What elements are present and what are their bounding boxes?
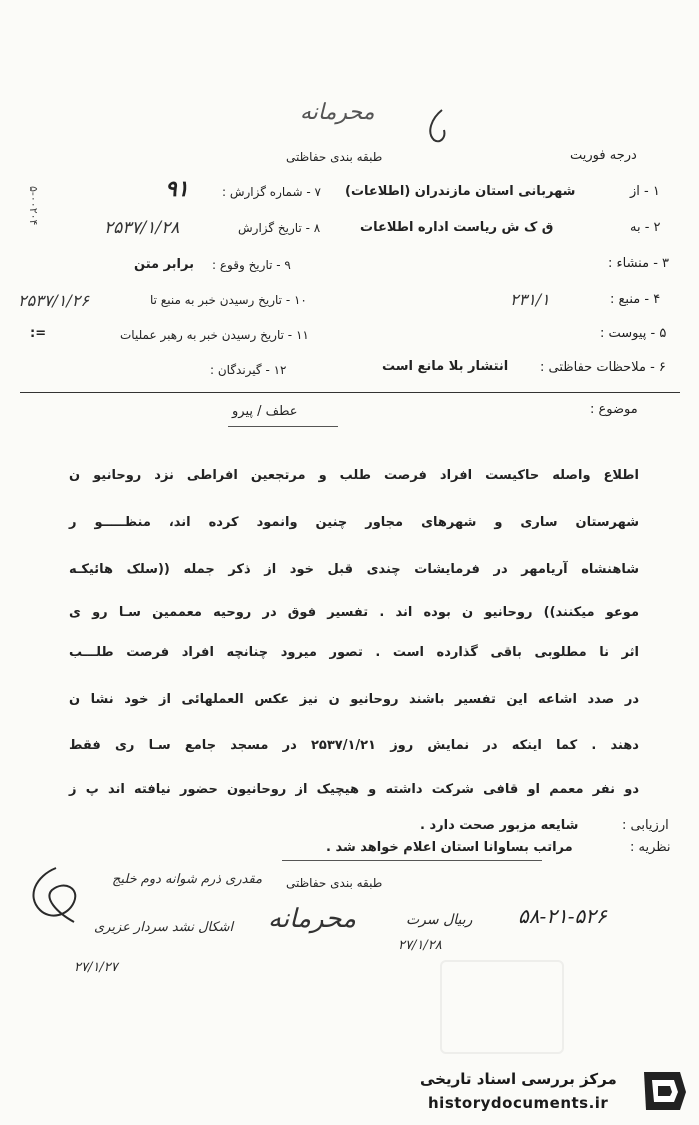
security-notes-label: ۶ - ملاحظات حفاظتی :: [540, 360, 666, 375]
side-margin-note: ۵-۰۰۲۰۴: [27, 186, 40, 226]
security-notes-value: انتشار بلا مانع است: [382, 359, 509, 374]
body-line: اثر نا مطلوبی باقی گذارده است . تصور میرود چنانچه افراد فرصت طلـــب: [69, 645, 639, 660]
watermark-site-url: historydocuments.ir: [428, 1094, 609, 1112]
from-value: شهربانی استان مازندران (اطلاعات): [345, 184, 576, 199]
source-value: ۲۳۱/۱: [510, 290, 550, 309]
occurrence-date-label: ۹ - تاریخ وقوع :: [212, 258, 291, 272]
signature-date: ۲۷/۱/۲۸: [398, 938, 442, 953]
header-divider: [20, 392, 680, 393]
opinion-value: مراتب بساوانا استان اعلام خواهد شد .: [326, 840, 573, 855]
archive-number: ۵۸-۲۱-۵۲۶: [518, 904, 607, 928]
leader-receipt-value: :=: [30, 326, 47, 341]
opinion-label: نظریه :: [630, 840, 671, 855]
report-number-label: ۷ - شماره گزارش :: [222, 185, 321, 199]
handwritten-note-2: اشکال نشد سردار عزیری: [94, 920, 234, 935]
reference-underline: [228, 426, 338, 427]
body-line: شهرستان ساری و شهرهای مجاور چنین وانمود کرده اند، منظـــــو ر: [69, 515, 639, 530]
source-receipt-value: ۲۵۳۷/۱/۲۶: [18, 291, 89, 310]
report-date-value: ۲۵۳۷/۱/۲۸: [104, 218, 180, 238]
subject-label: موضوع :: [590, 402, 638, 417]
body-line: اطلاع واصله حاکیست افراد فرصت طلب و مرتجعین افراطی نزد روحانیو ن: [69, 468, 639, 483]
to-label: ۲ - به: [630, 220, 661, 235]
bleed-through-mark: [440, 960, 564, 1054]
body-line: دو نفر معمم او قافی شرکت داشته و هیچیک از روحانیون حضور نیافته اند پ ز: [69, 782, 639, 797]
body-line: در صدد اشاعه این تفسیر باشند روحانیو ن نیز عکس العملهائی از خود نشا ن: [69, 692, 639, 707]
urgency-label: درجه فوریت: [570, 148, 637, 163]
footer-short-rule: [282, 860, 542, 861]
from-label: ۱ - از: [630, 184, 660, 199]
source-receipt-label: ۱۰ - تاریخ رسیدن خبر به منبع تا: [150, 293, 307, 307]
report-date-label: ۸ - تاریخ گزارش: [238, 221, 321, 235]
body-line: شاهنشاه آریامهر در فرمایشات چندی قبل خود از ذکر جمله ((سلک هائیکـه: [69, 562, 639, 577]
to-value: ق ک ش ریاست اداره اطلاعات: [360, 220, 554, 235]
reference-label: عطف / پیرو: [232, 404, 298, 419]
handwritten-stroke: [420, 108, 450, 144]
body-line: دهند . کما اینکه در نمایش روز ۲۵۳۷/۱/۲۱ در مسجد جامع سـا ری فقط: [69, 738, 639, 753]
footer-classification-label: طبقه بندی حفاظتی: [286, 876, 383, 890]
occurrence-date-value: برابر متن: [134, 257, 194, 272]
report-number-value: ۹۱: [165, 176, 189, 202]
watermark-logo-icon: [636, 1064, 690, 1118]
evaluation-value: شایعه مزبور صحت دارد .: [420, 818, 579, 833]
handwritten-date: ۲۷/۱/۲۷: [74, 960, 118, 975]
evaluation-label: ارزیابی :: [622, 818, 669, 833]
recipients-label: ۱۲ - گیرندگان :: [210, 363, 287, 377]
signature-scribble: ربیال سرت: [406, 912, 473, 928]
leader-receipt-label: ۱۱ - تاریخ رسیدن خبر به رهبر عملیات: [120, 328, 309, 342]
classification-label-top: طبقه بندی حفاظتی: [286, 150, 383, 164]
signature-scribble-left: [16, 862, 88, 938]
attachment-label: ۵ - پیوست :: [600, 326, 667, 341]
source-label: ۴ - منبع :: [610, 292, 661, 307]
classification-handwritten-top: محرمانه: [300, 100, 375, 125]
watermark-site-name: مرکز بررسی اسناد تاریخی: [420, 1070, 617, 1088]
origin-label: ۳ - منشاء :: [608, 256, 670, 271]
footer-classification-handwritten: محرمانه: [268, 904, 357, 934]
body-line: موعو میکنند)) روحانیو ن بوده اند . تفسیر فوق در روحیه معممین سـا رو ی: [69, 605, 639, 620]
handwritten-note-1: مقدری ذرم شوانه دوم خلیج: [112, 872, 263, 887]
